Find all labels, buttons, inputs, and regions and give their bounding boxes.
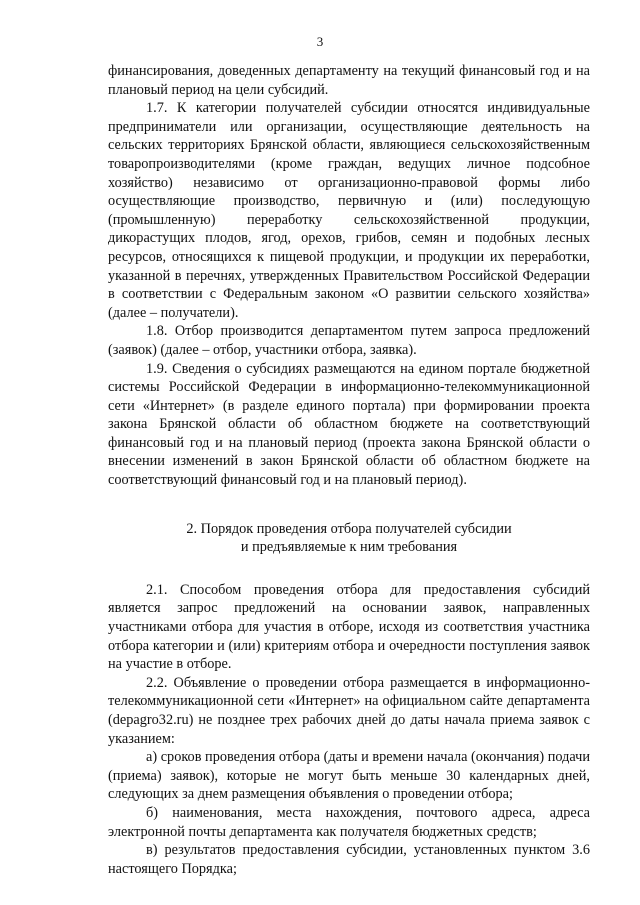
section-heading-line-1: 2. Порядок проведения отбора получателей субсидии (186, 520, 512, 537)
paragraph-1-9: 1.9. Сведения о субсидиях размещаются на едином портале бюджетной системы Российской Федерации в информационно-телекоммуникационной сети «Интернет» (в разделе единого портала) при формировании проекта закона Брянской области об областном бюджете на соответствующий финансовый год и на плановый период (проекта закона Брянской области о внесении изменений в закон Брянской области об областном бюджете на соответствующий финансовый год и на плановый период). (108, 360, 590, 489)
paragraph-continuation: финансирования, доведенных департаменту на текущий финансовый год и на плановый период на цели субсидий. (108, 63, 590, 98)
paragraph-1-7: 1.7. К категории получателей субсидии относятся индивидуальные предприниматели или организации, осуществляющие деятельность на сельских территориях Брянской области, являющиеся сельскохозяйственным товаропроизводителями (кроме граждан, ведущих личное подсобное хозяйство) независимо от организационно-правовой формы либо осуществляющие производство, первичную и (или) последующую (промышленную) переработку сельскохозяйственной продукции, дикорастущих плодов, ягод, орехов, грибов, семян и подобных лесных ресурсов, относящихся к пищевой продукции, и продукции их переработки, указанной в перечнях, утвержденных Правительством Российской Федерации в соответствии с Федеральным законом «О развитии сельского хозяйства» (далее – получатели). (108, 100, 590, 321)
paragraph-2-1: 2.1. Способом проведения отбора для предоставления субсидий является запрос предложений на основании заявок, направленных участниками отбора для участия в отборе, исходя из соответствия участника отбора категории и (или) критериям отбора и очередности поступления заявок на участие в отборе. (108, 581, 590, 673)
list-item-c: в) результатов предоставления субсидии, установленных пунктом 3.6 настоящего Порядка; (108, 842, 590, 877)
document-body (108, 62, 590, 878)
paragraph-1-8: 1.8. Отбор производится департаментом путем запроса предложений (заявок) (далее – отбор, участники отбора, заявка). (108, 323, 590, 358)
page-number: 3 (316, 34, 324, 49)
section-2-heading (108, 520, 590, 557)
list-item-a: а) сроков проведения отбора (даты и времени начала (окончания) подачи (приема) заявок), которые не могут быть меньше 30 календарных дней, следующих за днем размещения объявления о проведении отбора; (108, 749, 590, 803)
list-item-b: б) наименования, места нахождения, почтового адреса, адреса электронной почты департамента как получателя бюджетных средств; (108, 804, 590, 840)
section-heading-line-2: и предъявляемые к ним требования (240, 539, 458, 556)
paragraph-2-2: 2.2. Объявление о проведении отбора размещается в информационно-телекоммуникационной сети «Интернет» на официальном сайте департамента (depagro32.ru) не позднее трех рабочих дней до даты начала приема заявок с указанием: (108, 674, 590, 747)
